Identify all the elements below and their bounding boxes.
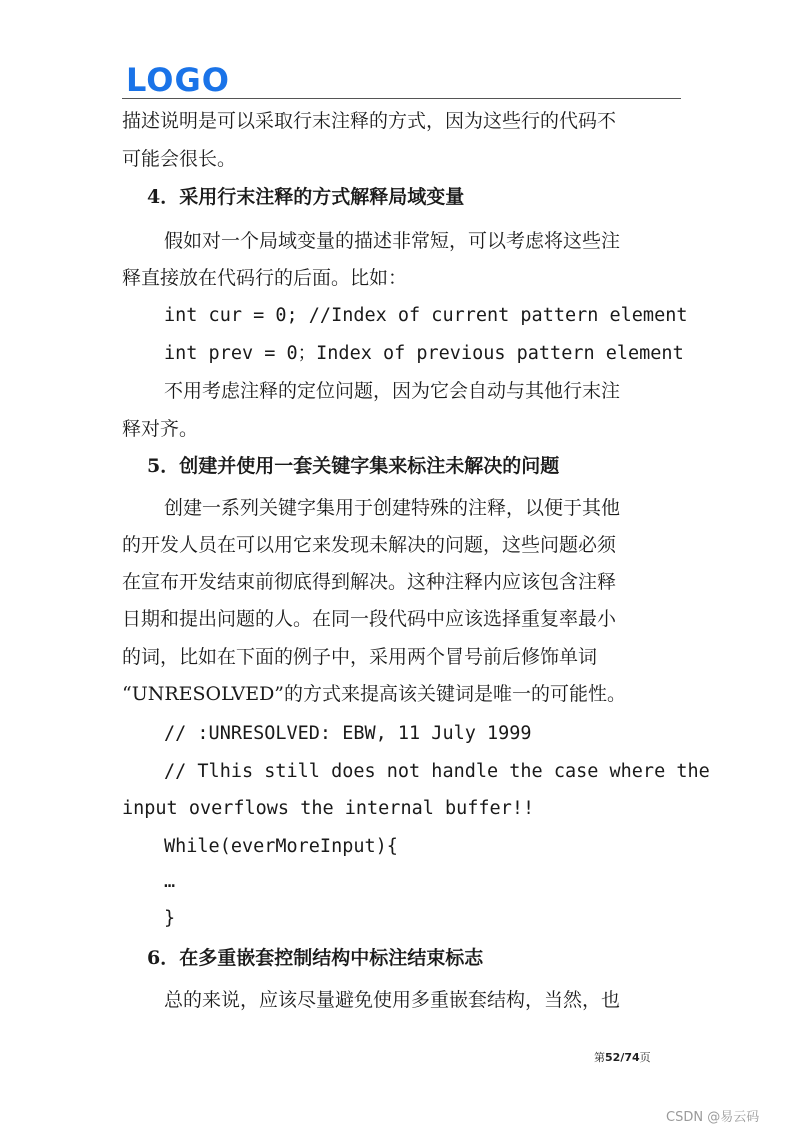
code-line: int prev = 0；Index of previous pattern element bbox=[164, 343, 684, 364]
paragraph-line: 日期和提出问题的人。在同一段代码中应该选择重复率最小 bbox=[122, 608, 617, 630]
code-line: int cur = 0; //Index of current pattern element bbox=[164, 305, 688, 326]
page-number bbox=[594, 1049, 651, 1065]
code-line: // :UNRESOLVED: EBW, 11 July 1999 bbox=[164, 723, 532, 744]
paragraph-line: 可能会很长。 bbox=[122, 148, 237, 170]
page-suffix: 页 bbox=[639, 1051, 651, 1064]
page-prefix: 第 bbox=[594, 1051, 605, 1064]
code-line: … bbox=[164, 871, 176, 892]
watermark: CSDN @易云码 bbox=[666, 1110, 760, 1125]
paragraph-line: 在宣布开发结束前彻底得到解决。这种注释内应该包含注释 bbox=[122, 571, 617, 593]
paragraph-line: 释直接放在代码行的后面。比如： bbox=[122, 267, 408, 289]
section-heading-6: 6．在多重嵌套控制结构中标注结束标志 bbox=[147, 947, 484, 969]
section-heading-5: 5．创建并使用一套关键字集来标注未解决的问题 bbox=[147, 455, 560, 477]
paragraph-line: 的词，比如在下面的例子中，采用两个冒号前后修饰单词 bbox=[122, 646, 598, 668]
page-separator: / bbox=[620, 1051, 625, 1064]
paragraph-line: 不用考虑注释的定位问题，因为它会自动与其他行末注 bbox=[164, 380, 621, 402]
paragraph-line: 的开发人员在可以用它来发现未解决的问题，这些问题必须 bbox=[122, 534, 617, 556]
paragraph-line: 释对齐。 bbox=[122, 418, 199, 440]
paragraph-line: 总的来说，应该尽量避免使用多重嵌套结构，当然，也 bbox=[164, 989, 621, 1011]
paragraph-line: 描述说明是可以采取行末注释的方式，因为这些行的代码不 bbox=[122, 110, 617, 132]
code-line: input overflows the internal buffer!! bbox=[122, 798, 535, 819]
section-heading-4: 4．采用行末注释的方式解释局域变量 bbox=[147, 186, 465, 208]
page-current: 52 bbox=[605, 1051, 621, 1064]
code-line: } bbox=[164, 908, 176, 929]
page-total: 74 bbox=[624, 1051, 640, 1064]
header-divider bbox=[122, 98, 681, 99]
code-line: While(everMoreInput){ bbox=[164, 836, 398, 857]
logo: LOGO bbox=[126, 61, 230, 99]
paragraph-line: “UNRESOLVED”的方式来提高该关键词是唯一的可能性。 bbox=[122, 683, 627, 705]
paragraph-line: 创建一系列关键字集用于创建特殊的注释，以便于其他 bbox=[164, 497, 621, 519]
code-line: // Tlhis still does not handle the case where the bbox=[164, 761, 710, 782]
paragraph-line: 假如对一个局域变量的描述非常短，可以考虑将这些注 bbox=[164, 230, 621, 252]
